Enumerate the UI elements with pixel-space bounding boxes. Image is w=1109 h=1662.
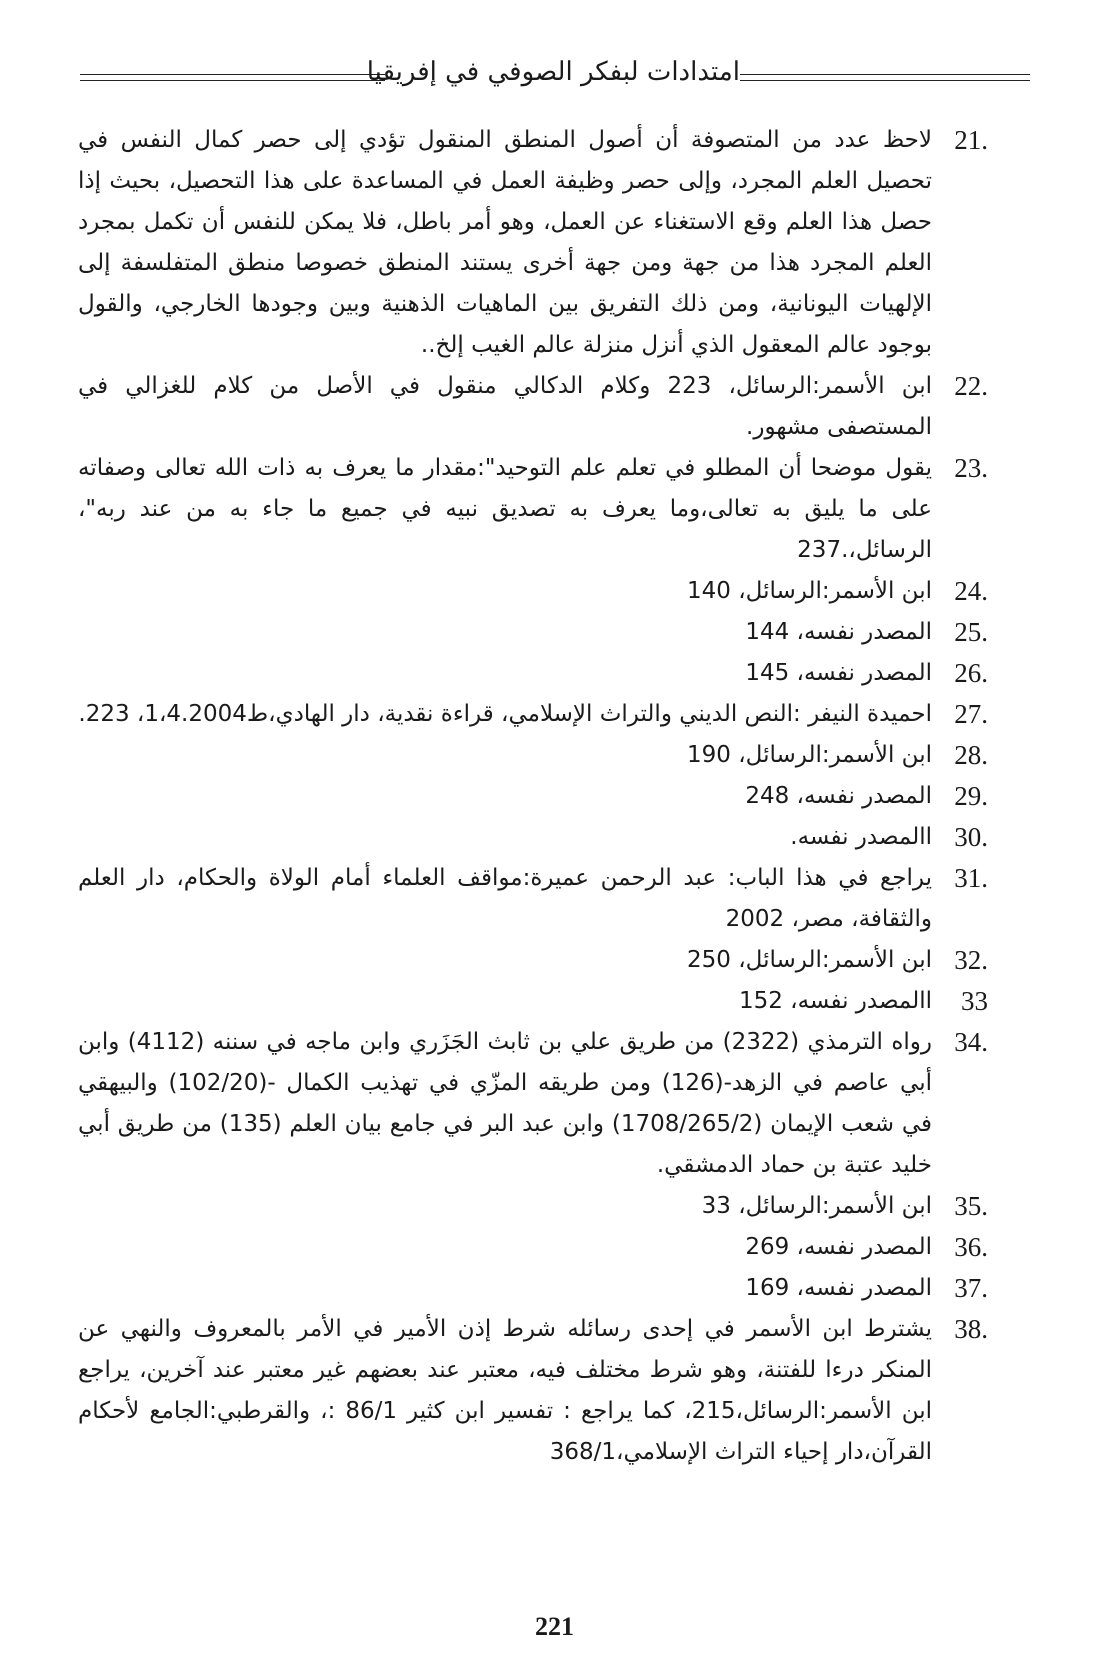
- endnote-25: [78, 612, 988, 653]
- endnote-text: احميدة النيفر :النص الديني والتراث الإسلامي، قراءة نقدية، دار الهادي،ط1،4.2004، 223.: [78, 701, 932, 727]
- endnote-number: 21.: [954, 125, 988, 155]
- endnote-37: [78, 1268, 988, 1309]
- endnote-number: 27.: [954, 699, 988, 729]
- endnote-number: 37.: [954, 1273, 988, 1303]
- endnote-22: [78, 366, 988, 448]
- endnote-30: [78, 817, 988, 858]
- endnote-38: [78, 1309, 988, 1473]
- endnote-28: [78, 735, 988, 776]
- running-header: [80, 52, 1030, 92]
- endnote-text: رواه الترمذي (2322) من طريق علي بن ثابث الجَزَري وابن ماجه في سننه (4112) وابن أبي عاصم في الزهد-(126) ومن طريقه المزّي في تهذيب الكمال -(102/20) والبيهقي في شعب الإيمان (1708/265/2) وابن عبد البر في جامع بيان العلم (135) من طريق أبي خليد عتبة بن حماد الدمشقي.: [78, 1029, 932, 1178]
- endnote-33: [78, 981, 988, 1022]
- endnote-27: [78, 694, 988, 735]
- endnote-text: يقول موضحا أن المطلو في تعلم علم التوحيد":مقدار ما يعرف به ذات الله تعالى وصفاته على ما يليق به تعالى،وما يعرف به تصديق نبيه في جميع ما جاء به من عند ربه"، الرسائل،.237: [78, 455, 932, 563]
- header-rule-right: [740, 74, 1030, 81]
- endnotes-list: [78, 120, 988, 1473]
- endnote-text: ابن الأسمر:الرسائل، 223 وكلام الدكالي منقول في الأصل من كلام للغزالي في المستصفى مشهور.: [78, 373, 932, 440]
- endnote-text: االمصدر نفسه.: [790, 824, 932, 850]
- endnote-number: 34.: [954, 1027, 988, 1057]
- endnote-number: 25.: [954, 617, 988, 647]
- endnote-23: [78, 448, 988, 571]
- endnote-29: [78, 776, 988, 817]
- endnote-text: المصدر نفسه، 144: [745, 619, 932, 645]
- endnote-number: 26.: [954, 658, 988, 688]
- endnote-number: 29.: [954, 781, 988, 811]
- endnote-number: 38.: [954, 1314, 988, 1344]
- endnote-26: [78, 653, 988, 694]
- endnote-32: [78, 940, 988, 981]
- endnote-text: ابن الأسمر:الرسائل، 190: [687, 742, 932, 768]
- endnote-21: [78, 120, 988, 366]
- endnote-35: [78, 1186, 988, 1227]
- endnote-text: المصدر نفسه، 248: [745, 783, 932, 809]
- endnote-text: ابن الأسمر:الرسائل، 33: [701, 1193, 932, 1219]
- endnote-34: [78, 1022, 988, 1186]
- endnote-text: ابن الأسمر:الرسائل، 140: [687, 578, 932, 604]
- endnote-text: ابن الأسمر:الرسائل، 250: [687, 947, 932, 973]
- endnote-36: [78, 1227, 988, 1268]
- endnote-number: 36.: [954, 1232, 988, 1262]
- endnote-text: يراجع في هذا الباب: عبد الرحمن عميرة:مواقف العلماء أمام الولاة والحكام، دار العلم والثقافة، مصر، 2002: [78, 865, 932, 932]
- endnote-text: يشترط ابن الأسمر في إحدى رسائله شرط إذن الأمير في الأمر بالمعروف والنهي عن المنكر درءا للفتنة، وهو شرط مختلف فيه، معتبر عند بعضهم غير معتبر عند آخرين، يراجع ابن الأسمر:الرسائل،215، كما يراجع : تفسير ابن كثير 86/1 :، والقرطبي:الجامع لأحكام القرآن،دار إحياء التراث الإسلامي،368/1: [78, 1316, 932, 1465]
- endnote-number: 35.: [954, 1191, 988, 1221]
- endnote-text: لاحظ عدد من المتصوفة أن أصول المنطق المنقول تؤدي إلى حصر كمال النفس في تحصيل العلم المجرد، وإلى حصر وظيفة العمل في المساعدة على هذا التحصيل، بحيث إذا حصل هذا العلم وقع الاستغناء عن العمل، وهو أمر باطل، فلا يمكن للنفس أن تكمل بمجرد العلم المجرد هذا من جهة ومن جهة أخرى يستند المنطق خصوصا منطق المتفلسفة إلى الإلهيات اليونانية، ومن ذلك التفريق بين الماهيات الذهنية وبين وجودها الخارجي، والقول بوجود عالم المعقول الذي أنزل منزلة عالم الغيب إلخ..: [78, 127, 932, 358]
- endnote-31: [78, 858, 988, 940]
- endnote-number: 22.: [954, 371, 988, 401]
- endnote-number: 24.: [954, 576, 988, 606]
- endnote-text: المصدر نفسه، 145: [745, 660, 932, 686]
- endnote-number: 30.: [954, 822, 988, 852]
- header-rule-left: [80, 74, 385, 81]
- endnote-text: المصدر نفسه، 169: [745, 1275, 932, 1301]
- endnote-number: 31.: [954, 863, 988, 893]
- endnote-number: 32.: [954, 945, 988, 975]
- endnote-number: 28.: [954, 740, 988, 770]
- endnote-text: المصدر نفسه، 269: [745, 1234, 932, 1260]
- page-number: 221: [535, 1612, 574, 1641]
- endnote-24: [78, 571, 988, 612]
- endnote-number: 33: [961, 986, 988, 1016]
- endnote-number: 23.: [954, 453, 988, 483]
- running-header-title: امتدادات لبفكر الصوفي في إفريقيا: [366, 57, 740, 87]
- endnote-text: االمصدر نفسه، 152: [738, 988, 932, 1014]
